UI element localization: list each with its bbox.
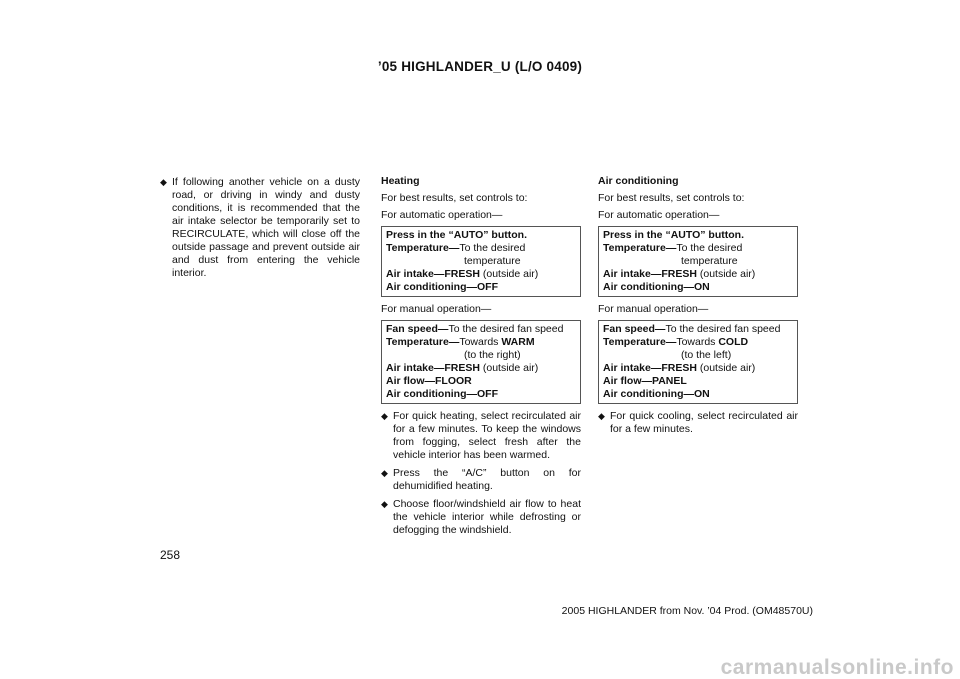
bullet-text: For quick cooling, select recirculated air for a few minutes. [610,410,798,435]
box-line-continued: (to the right) [464,349,521,361]
box-value: To the desired fan speed [665,323,781,335]
box-value: To the desired fan speed [448,323,564,335]
intro-text: For best results, set controls to: [598,192,745,204]
box-label: Fan speed— [603,323,666,335]
box-line-ac: Air conditioning—OFF [386,388,498,400]
bullet-diamond-icon: ◆ [381,499,388,509]
box-line-intake [386,268,576,281]
auto-operation-label: For automatic operation— [598,209,720,221]
box-line-fan [386,323,576,336]
bullet-text: For quick heating, select recirculated air for a few minutes. To keep the windows from fogging, select fresh after the vehicle interior has been warmed. [393,410,581,461]
list-item [381,467,581,493]
box-line-intake [603,268,793,281]
box-value: (outside air) [479,268,539,280]
box-line-continued: temperature [681,255,738,267]
column-heating [381,175,581,542]
box-value-bold: WARM [501,336,535,348]
box-line: Press in the “AUTO” button. [603,229,744,241]
bullet-text: If following another vehicle on a dusty road, or driving in windy and dusty conditions, it is recommended that the air intake selector be temporarily set to RECIRCULATE, which will close off the outside passage and prevent outside air and dust from entering the vehicle interior. [172,176,360,279]
box-line-fan [603,323,793,336]
box-line-temperature [603,336,793,349]
bullet-text: Press the “A/C” button on for dehumidified heating. [393,467,581,492]
box-value: Towards [459,336,502,348]
box-label: Air intake—FRESH [386,268,480,280]
box-value: Towards [676,336,719,348]
box-label: Air intake—FRESH [603,268,697,280]
box-value: To the desired [676,242,743,254]
page-footer: 2005 HIGHLANDER from Nov. ’04 Prod. (OM48570U) [561,605,813,617]
intro-text: For best results, set controls to: [381,192,528,204]
box-line-intake [603,362,793,375]
bullet-diamond-icon: ◆ [381,411,388,421]
box-line-temperature [386,336,576,349]
list-item [381,498,581,537]
page-header-title: ’05 HIGHLANDER_U (L/O 0409) [377,59,583,74]
bullet-diamond-icon: ◆ [598,411,605,421]
box-line-continued: temperature [464,255,521,267]
section-heading-air-conditioning: Air conditioning [598,175,679,187]
box-line-intake [386,362,576,375]
bullet-diamond-icon: ◆ [160,177,167,187]
manual-operation-label: For manual operation— [598,303,709,315]
box-label: Temperature— [603,336,677,348]
box-line-continued: (to the left) [681,349,732,361]
box-label: Temperature— [386,336,460,348]
settings-box-manual [598,320,798,404]
box-line-ac: Air conditioning—OFF [386,281,498,293]
box-label: Air intake—FRESH [386,362,480,374]
manual-operation-label: For manual operation— [381,303,492,315]
section-heading-heating: Heating [381,175,420,187]
box-line-flow: Air flow—FLOOR [386,375,472,387]
bullet-text: Choose floor/windshield air flow to heat the vehicle interior while defrosting or defogging the windshield. [393,498,581,536]
box-label: Temperature— [386,242,460,254]
box-label: Air intake—FRESH [603,362,697,374]
box-line-temperature [603,242,793,255]
list-item [598,410,798,436]
box-label: Temperature— [603,242,677,254]
box-value: (outside air) [696,268,756,280]
box-line-ac: Air conditioning—ON [603,281,710,293]
box-line: Press in the “AUTO” button. [386,229,527,241]
box-line-temperature [386,242,576,255]
page-number: 258 [160,548,181,562]
box-value-bold: COLD [718,336,749,348]
box-label: Fan speed— [386,323,449,335]
list-item [381,410,581,462]
auto-operation-label: For automatic operation— [381,209,503,221]
watermark-logo: carmanualsonline.info [720,656,954,679]
settings-box-auto [598,226,798,297]
column-left [160,176,360,285]
box-value: (outside air) [696,362,756,374]
box-value: (outside air) [479,362,539,374]
box-line-flow: Air flow—PANEL [603,375,687,387]
list-item [160,176,360,280]
settings-box-auto [381,226,581,297]
box-value: To the desired [459,242,526,254]
column-air-conditioning [598,175,798,441]
bullet-diamond-icon: ◆ [381,468,388,478]
box-line-ac: Air conditioning—ON [603,388,710,400]
settings-box-manual [381,320,581,404]
